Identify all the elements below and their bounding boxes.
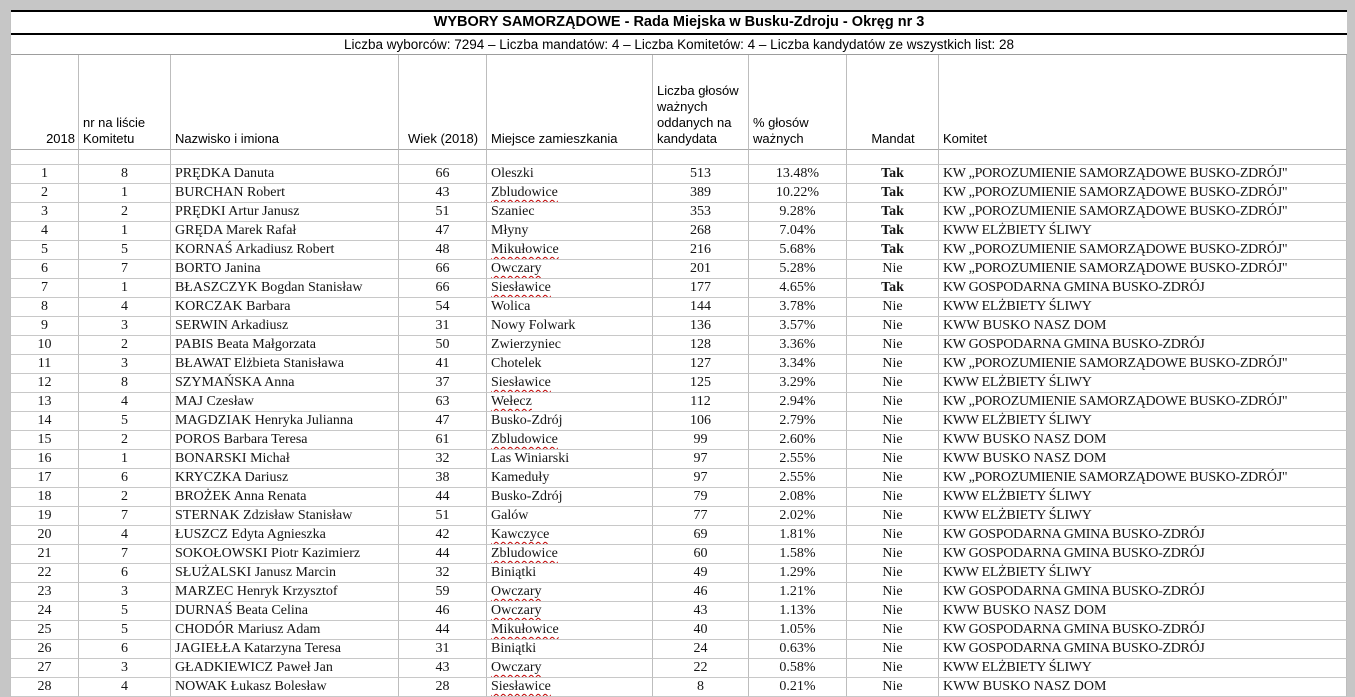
table-row <box>11 678 1347 697</box>
cell-vote-share: 0.58% <box>749 659 847 678</box>
cell-votes: 177 <box>653 279 749 298</box>
cell-age: 66 <box>399 165 487 184</box>
cell-age: 66 <box>399 260 487 279</box>
cell-list-number: 7 <box>79 545 171 564</box>
cell-residence: Kawczyce <box>487 526 653 545</box>
table-row <box>11 488 1347 507</box>
cell-candidate-name: CHODÓR Mariusz Adam <box>171 621 399 640</box>
cell-residence: Wolica <box>487 298 653 317</box>
cell-residence: Las Winiarski <box>487 450 653 469</box>
cell-mandate: Nie <box>847 355 939 374</box>
cell-position: 25 <box>11 621 79 640</box>
table-row <box>11 545 1347 564</box>
cell-committee: KW „POROZUMIENIE SAMORZĄDOWE BUSKO-ZDRÓJ" <box>939 165 1347 184</box>
cell-votes: 40 <box>653 621 749 640</box>
cell-residence: Chotelek <box>487 355 653 374</box>
cell-position: 24 <box>11 602 79 621</box>
cell-mandate: Nie <box>847 260 939 279</box>
cell-mandate: Nie <box>847 507 939 526</box>
table-row <box>11 507 1347 526</box>
cell-mandate: Tak <box>847 241 939 260</box>
cell-residence: Młyny <box>487 222 653 241</box>
cell-list-number: 6 <box>79 564 171 583</box>
cell-mandate: Nie <box>847 640 939 659</box>
cell-vote-share: 10.22% <box>749 184 847 203</box>
cell-residence: Mikułowice <box>487 621 653 640</box>
cell-residence: Biniątki <box>487 564 653 583</box>
cell-votes: 106 <box>653 412 749 431</box>
cell-residence: Owczary <box>487 602 653 621</box>
cell-list-number: 2 <box>79 336 171 355</box>
cell-committee: KWW ELŻBIETY ŚLIWY <box>939 412 1347 431</box>
cell-vote-share: 0.21% <box>749 678 847 697</box>
cell-age: 44 <box>399 621 487 640</box>
cell-position: 26 <box>11 640 79 659</box>
cell-list-number: 6 <box>79 469 171 488</box>
cell-committee: KW GOSPODARNA GMINA BUSKO-ZDRÓJ <box>939 545 1347 564</box>
cell-candidate-name: PRĘDKA Danuta <box>171 165 399 184</box>
cell-residence: Zwierzyniec <box>487 336 653 355</box>
cell-mandate: Nie <box>847 564 939 583</box>
cell-committee: KW „POROZUMIENIE SAMORZĄDOWE BUSKO-ZDRÓJ" <box>939 469 1347 488</box>
cell-committee: KWW ELŻBIETY ŚLIWY <box>939 374 1347 393</box>
cell-residence: Zbludowice <box>487 431 653 450</box>
cell-votes: 24 <box>653 640 749 659</box>
cell-list-number: 7 <box>79 260 171 279</box>
cell-list-number: 4 <box>79 526 171 545</box>
cell-mandate: Nie <box>847 659 939 678</box>
cell-mandate: Nie <box>847 488 939 507</box>
cell-position: 4 <box>11 222 79 241</box>
cell-vote-share: 4.65% <box>749 279 847 298</box>
spacer-row <box>11 150 1347 165</box>
cell-age: 51 <box>399 203 487 222</box>
cell-candidate-name: NOWAK Łukasz Bolesław <box>171 678 399 697</box>
cell-list-number: 3 <box>79 659 171 678</box>
cell-age: 37 <box>399 374 487 393</box>
cell-list-number: 5 <box>79 412 171 431</box>
table-row <box>11 583 1347 602</box>
cell-mandate: Nie <box>847 298 939 317</box>
cell-mandate: Nie <box>847 526 939 545</box>
cell-position: 28 <box>11 678 79 697</box>
cell-list-number: 5 <box>79 621 171 640</box>
cell-votes: 49 <box>653 564 749 583</box>
cell-list-number: 5 <box>79 241 171 260</box>
cell-candidate-name: MAGDZIAK Henryka Julianna <box>171 412 399 431</box>
page-title: WYBORY SAMORZĄDOWE - Rada Miejska w Busku-Zdroju - Okręg nr 3 <box>11 10 1347 35</box>
cell-age: 47 <box>399 222 487 241</box>
table-row <box>11 184 1347 203</box>
cell-committee: KW GOSPODARNA GMINA BUSKO-ZDRÓJ <box>939 526 1347 545</box>
cell-candidate-name: ŁUSZCZ Edyta Agnieszka <box>171 526 399 545</box>
cell-age: 31 <box>399 317 487 336</box>
cell-residence: Owczary <box>487 583 653 602</box>
column-header-list-number: nr na liście Komitetu <box>79 55 171 150</box>
results-sheet <box>10 10 1347 697</box>
cell-position: 22 <box>11 564 79 583</box>
cell-age: 44 <box>399 488 487 507</box>
cell-list-number: 6 <box>79 640 171 659</box>
cell-list-number: 1 <box>79 450 171 469</box>
cell-committee: KWW BUSKO NASZ DOM <box>939 678 1347 697</box>
cell-position: 10 <box>11 336 79 355</box>
cell-position: 8 <box>11 298 79 317</box>
cell-votes: 144 <box>653 298 749 317</box>
cell-votes: 77 <box>653 507 749 526</box>
table-body <box>11 165 1347 697</box>
table-row <box>11 469 1347 488</box>
table-row <box>11 222 1347 241</box>
table-row <box>11 431 1347 450</box>
cell-mandate: Nie <box>847 583 939 602</box>
cell-votes: 268 <box>653 222 749 241</box>
cell-committee: KW „POROZUMIENIE SAMORZĄDOWE BUSKO-ZDRÓJ" <box>939 355 1347 374</box>
cell-age: 28 <box>399 678 487 697</box>
table-row <box>11 640 1347 659</box>
cell-candidate-name: GŁADKIEWICZ Paweł Jan <box>171 659 399 678</box>
cell-mandate: Nie <box>847 412 939 431</box>
cell-votes: 136 <box>653 317 749 336</box>
cell-vote-share: 3.36% <box>749 336 847 355</box>
cell-votes: 128 <box>653 336 749 355</box>
cell-candidate-name: BONARSKI Michał <box>171 450 399 469</box>
cell-votes: 513 <box>653 165 749 184</box>
cell-residence: Kameduły <box>487 469 653 488</box>
cell-candidate-name: GRĘDA Marek Rafał <box>171 222 399 241</box>
cell-residence: Siesławice <box>487 678 653 697</box>
cell-candidate-name: BORTO Janina <box>171 260 399 279</box>
cell-position: 7 <box>11 279 79 298</box>
cell-candidate-name: BROŻEK Anna Renata <box>171 488 399 507</box>
cell-position: 13 <box>11 393 79 412</box>
cell-votes: 99 <box>653 431 749 450</box>
table-row <box>11 165 1347 184</box>
table-row <box>11 203 1347 222</box>
table-row <box>11 393 1347 412</box>
table-row <box>11 526 1347 545</box>
cell-vote-share: 2.60% <box>749 431 847 450</box>
table-row <box>11 374 1347 393</box>
cell-committee: KWW ELŻBIETY ŚLIWY <box>939 564 1347 583</box>
cell-votes: 125 <box>653 374 749 393</box>
cell-position: 15 <box>11 431 79 450</box>
cell-mandate: Tak <box>847 279 939 298</box>
cell-mandate: Tak <box>847 222 939 241</box>
cell-committee: KW GOSPODARNA GMINA BUSKO-ZDRÓJ <box>939 336 1347 355</box>
cell-committee: KW GOSPODARNA GMINA BUSKO-ZDRÓJ <box>939 640 1347 659</box>
cell-vote-share: 7.04% <box>749 222 847 241</box>
cell-age: 66 <box>399 279 487 298</box>
cell-vote-share: 1.81% <box>749 526 847 545</box>
cell-age: 38 <box>399 469 487 488</box>
cell-vote-share: 13.48% <box>749 165 847 184</box>
cell-vote-share: 1.29% <box>749 564 847 583</box>
cell-position: 20 <box>11 526 79 545</box>
cell-age: 43 <box>399 184 487 203</box>
table-header-row <box>11 55 1347 150</box>
column-header-name: Nazwisko i imiona <box>171 55 399 150</box>
cell-candidate-name: DURNAŚ Beata Celina <box>171 602 399 621</box>
cell-mandate: Nie <box>847 317 939 336</box>
cell-vote-share: 2.79% <box>749 412 847 431</box>
cell-mandate: Nie <box>847 450 939 469</box>
cell-mandate: Nie <box>847 545 939 564</box>
cell-committee: KWW BUSKO NASZ DOM <box>939 450 1347 469</box>
table-row <box>11 317 1347 336</box>
cell-position: 2 <box>11 184 79 203</box>
cell-votes: 201 <box>653 260 749 279</box>
cell-age: 54 <box>399 298 487 317</box>
cell-list-number: 3 <box>79 317 171 336</box>
cell-list-number: 8 <box>79 374 171 393</box>
cell-age: 61 <box>399 431 487 450</box>
column-header-committee: Komitet <box>939 55 1347 150</box>
cell-mandate: Tak <box>847 165 939 184</box>
cell-age: 59 <box>399 583 487 602</box>
cell-list-number: 8 <box>79 165 171 184</box>
cell-age: 46 <box>399 602 487 621</box>
cell-candidate-name: KORCZAK Barbara <box>171 298 399 317</box>
cell-committee: KW GOSPODARNA GMINA BUSKO-ZDRÓJ <box>939 583 1347 602</box>
cell-age: 41 <box>399 355 487 374</box>
cell-residence: Galów <box>487 507 653 526</box>
cell-candidate-name: KRYCZKA Dariusz <box>171 469 399 488</box>
cell-committee: KWW ELŻBIETY ŚLIWY <box>939 222 1347 241</box>
cell-vote-share: 1.13% <box>749 602 847 621</box>
cell-position: 6 <box>11 260 79 279</box>
cell-residence: Wełecz <box>487 393 653 412</box>
cell-age: 50 <box>399 336 487 355</box>
cell-residence: Szaniec <box>487 203 653 222</box>
cell-mandate: Nie <box>847 431 939 450</box>
cell-vote-share: 9.28% <box>749 203 847 222</box>
cell-age: 32 <box>399 450 487 469</box>
cell-residence: Zbludowice <box>487 545 653 564</box>
cell-position: 5 <box>11 241 79 260</box>
cell-candidate-name: MARZEC Henryk Krzysztof <box>171 583 399 602</box>
table-row <box>11 450 1347 469</box>
cell-votes: 43 <box>653 602 749 621</box>
cell-vote-share: 1.21% <box>749 583 847 602</box>
cell-votes: 79 <box>653 488 749 507</box>
cell-position: 27 <box>11 659 79 678</box>
table-row <box>11 564 1347 583</box>
cell-residence: Owczary <box>487 659 653 678</box>
cell-candidate-name: PABIS Beata Małgorzata <box>171 336 399 355</box>
table-row <box>11 298 1347 317</box>
cell-age: 47 <box>399 412 487 431</box>
cell-committee: KWW ELŻBIETY ŚLIWY <box>939 488 1347 507</box>
column-header-votes: Liczba głosów ważnych oddanych na kandydata <box>653 55 749 150</box>
table-row <box>11 412 1347 431</box>
cell-list-number: 1 <box>79 222 171 241</box>
cell-position: 18 <box>11 488 79 507</box>
cell-committee: KW „POROZUMIENIE SAMORZĄDOWE BUSKO-ZDRÓJ" <box>939 393 1347 412</box>
cell-candidate-name: KORNAŚ Arkadiusz Robert <box>171 241 399 260</box>
cell-committee: KWW ELŻBIETY ŚLIWY <box>939 659 1347 678</box>
table-row <box>11 621 1347 640</box>
cell-vote-share: 3.29% <box>749 374 847 393</box>
cell-committee: KW GOSPODARNA GMINA BUSKO-ZDRÓJ <box>939 279 1347 298</box>
cell-vote-share: 0.63% <box>749 640 847 659</box>
table-row <box>11 355 1347 374</box>
cell-list-number: 4 <box>79 678 171 697</box>
cell-vote-share: 3.57% <box>749 317 847 336</box>
cell-list-number: 3 <box>79 583 171 602</box>
cell-list-number: 3 <box>79 355 171 374</box>
cell-age: 43 <box>399 659 487 678</box>
cell-committee: KW GOSPODARNA GMINA BUSKO-ZDRÓJ <box>939 621 1347 640</box>
cell-vote-share: 2.08% <box>749 488 847 507</box>
cell-vote-share: 5.28% <box>749 260 847 279</box>
cell-position: 19 <box>11 507 79 526</box>
cell-committee: KW „POROZUMIENIE SAMORZĄDOWE BUSKO-ZDRÓJ" <box>939 203 1347 222</box>
cell-mandate: Nie <box>847 621 939 640</box>
cell-votes: 216 <box>653 241 749 260</box>
cell-list-number: 2 <box>79 488 171 507</box>
cell-position: 12 <box>11 374 79 393</box>
cell-list-number: 2 <box>79 431 171 450</box>
cell-position: 23 <box>11 583 79 602</box>
cell-age: 63 <box>399 393 487 412</box>
cell-residence: Siesławice <box>487 374 653 393</box>
cell-age: 31 <box>399 640 487 659</box>
cell-candidate-name: SZYMAŃSKA Anna <box>171 374 399 393</box>
cell-votes: 8 <box>653 678 749 697</box>
cell-committee: KW „POROZUMIENIE SAMORZĄDOWE BUSKO-ZDRÓJ" <box>939 260 1347 279</box>
column-header-residence: Miejsce zamieszkania <box>487 55 653 150</box>
cell-position: 3 <box>11 203 79 222</box>
cell-candidate-name: STERNAK Zdzisław Stanisław <box>171 507 399 526</box>
cell-vote-share: 1.58% <box>749 545 847 564</box>
cell-residence: Busko-Zdrój <box>487 488 653 507</box>
cell-residence: Owczary <box>487 260 653 279</box>
table-row <box>11 241 1347 260</box>
table-row <box>11 602 1347 621</box>
summary-line: Liczba wyborców: 7294 – Liczba mandatów: 4 – Liczba Komitetów: 4 – Liczba kandydatów ze wszystkich list: 28 <box>11 35 1347 55</box>
cell-votes: 60 <box>653 545 749 564</box>
cell-residence: Siesławice <box>487 279 653 298</box>
cell-committee: KW „POROZUMIENIE SAMORZĄDOWE BUSKO-ZDRÓJ" <box>939 184 1347 203</box>
cell-committee: KW „POROZUMIENIE SAMORZĄDOWE BUSKO-ZDRÓJ" <box>939 241 1347 260</box>
cell-residence: Oleszki <box>487 165 653 184</box>
cell-candidate-name: JAGIEŁŁA Katarzyna Teresa <box>171 640 399 659</box>
cell-vote-share: 1.05% <box>749 621 847 640</box>
cell-candidate-name: BŁAWAT Elżbieta Stanisława <box>171 355 399 374</box>
cell-position: 1 <box>11 165 79 184</box>
cell-vote-share: 2.55% <box>749 450 847 469</box>
column-header-mandate: Mandat <box>847 55 939 150</box>
cell-committee: KWW BUSKO NASZ DOM <box>939 602 1347 621</box>
cell-position: 11 <box>11 355 79 374</box>
cell-list-number: 4 <box>79 298 171 317</box>
column-header-vote-share: % głosów ważnych <box>749 55 847 150</box>
cell-position: 21 <box>11 545 79 564</box>
cell-mandate: Nie <box>847 374 939 393</box>
cell-residence: Nowy Folwark <box>487 317 653 336</box>
cell-list-number: 4 <box>79 393 171 412</box>
cell-age: 48 <box>399 241 487 260</box>
cell-list-number: 5 <box>79 602 171 621</box>
cell-mandate: Nie <box>847 393 939 412</box>
cell-residence: Mikułowice <box>487 241 653 260</box>
cell-vote-share: 2.94% <box>749 393 847 412</box>
cell-candidate-name: BŁASZCZYK Bogdan Stanisław <box>171 279 399 298</box>
cell-votes: 389 <box>653 184 749 203</box>
cell-list-number: 7 <box>79 507 171 526</box>
cell-candidate-name: SOKOŁOWSKI Piotr Kazimierz <box>171 545 399 564</box>
cell-vote-share: 2.55% <box>749 469 847 488</box>
cell-list-number: 1 <box>79 279 171 298</box>
cell-votes: 353 <box>653 203 749 222</box>
column-header-age: Wiek (2018) <box>399 55 487 150</box>
cell-position: 9 <box>11 317 79 336</box>
table-row <box>11 336 1347 355</box>
cell-position: 16 <box>11 450 79 469</box>
cell-candidate-name: PRĘDKI Artur Janusz <box>171 203 399 222</box>
cell-candidate-name: MAJ Czesław <box>171 393 399 412</box>
cell-votes: 127 <box>653 355 749 374</box>
cell-vote-share: 3.78% <box>749 298 847 317</box>
cell-age: 44 <box>399 545 487 564</box>
table-row <box>11 279 1347 298</box>
cell-mandate: Nie <box>847 678 939 697</box>
cell-candidate-name: SŁUŻALSKI Janusz Marcin <box>171 564 399 583</box>
cell-vote-share: 2.02% <box>749 507 847 526</box>
cell-committee: KWW ELŻBIETY ŚLIWY <box>939 507 1347 526</box>
cell-votes: 46 <box>653 583 749 602</box>
cell-committee: KWW BUSKO NASZ DOM <box>939 317 1347 336</box>
column-header-year: 2018 <box>11 55 79 150</box>
cell-list-number: 1 <box>79 184 171 203</box>
cell-mandate: Nie <box>847 336 939 355</box>
cell-mandate: Tak <box>847 203 939 222</box>
cell-candidate-name: POROS Barbara Teresa <box>171 431 399 450</box>
cell-committee: KWW BUSKO NASZ DOM <box>939 431 1347 450</box>
cell-votes: 97 <box>653 450 749 469</box>
cell-candidate-name: BURCHAN Robert <box>171 184 399 203</box>
table-row <box>11 659 1347 678</box>
table-row <box>11 260 1347 279</box>
cell-votes: 112 <box>653 393 749 412</box>
cell-mandate: Nie <box>847 602 939 621</box>
cell-residence: Busko-Zdrój <box>487 412 653 431</box>
cell-mandate: Nie <box>847 469 939 488</box>
cell-mandate: Tak <box>847 184 939 203</box>
cell-age: 32 <box>399 564 487 583</box>
cell-votes: 97 <box>653 469 749 488</box>
cell-votes: 69 <box>653 526 749 545</box>
cell-position: 17 <box>11 469 79 488</box>
cell-age: 51 <box>399 507 487 526</box>
cell-list-number: 2 <box>79 203 171 222</box>
cell-residence: Biniątki <box>487 640 653 659</box>
cell-vote-share: 5.68% <box>749 241 847 260</box>
cell-committee: KWW ELŻBIETY ŚLIWY <box>939 298 1347 317</box>
cell-position: 14 <box>11 412 79 431</box>
cell-residence: Zbludowice <box>487 184 653 203</box>
cell-age: 42 <box>399 526 487 545</box>
cell-vote-share: 3.34% <box>749 355 847 374</box>
cell-votes: 22 <box>653 659 749 678</box>
cell-candidate-name: SERWIN Arkadiusz <box>171 317 399 336</box>
